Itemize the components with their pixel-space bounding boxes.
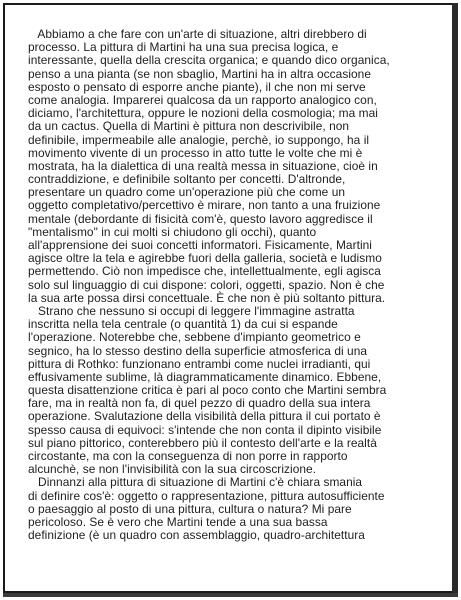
text-line: Strano che nessuno si occupi di leggere l'immagine astratta <box>28 303 355 318</box>
body-text <box>28 28 438 542</box>
text-line: penso a una pianta (se non sbaglio, Martini ha in altra occasione <box>28 66 372 81</box>
text-line: solo sul linguaggio di cui dispone: colori, oggetti, spazio. Non è che <box>28 277 385 292</box>
text-line: movimento vivente di un processo in atto tutte le volte che mi è <box>28 145 363 160</box>
text-line: circostante, ma con la conseguenza di non porre in rapporto <box>28 449 348 463</box>
text-line: diciamo, l'architettura, oppure le nozioni della cosmologia; ma mai <box>28 106 378 121</box>
text-line: da un cactus. Quella di Martini è pittura non descrivibile, non <box>28 119 350 134</box>
text-line: "mentalismo" in cui molti si chiudono gli occhi), quanto <box>28 224 317 239</box>
page-bottom-shadow <box>3 593 458 597</box>
text-line: oggetto completativo/percettivo è mirare, non tanto a una fruizione <box>28 198 381 213</box>
text-line: mostrata, ha la dialettica di una realtà messa in situazione, cioè in <box>28 158 378 173</box>
text-line: l'operazione. Noterebbe che, sebbene d'impianto geometrico e <box>28 330 361 345</box>
text-line: interessante, quella della crescita organica; e quando dico organica, <box>28 53 390 68</box>
text-line: fare, ma in realtà non fa, di quel pezzo di quadro della sua intera <box>28 396 371 411</box>
text-line: pittura di Rothko: funzionano entrambi come nuclei irradianti, qui <box>28 356 371 371</box>
text-line: di definire cos'è: oggetto o rappresentazione, pittura autosufficiente <box>28 488 385 503</box>
text-line: agisce oltre la tela e agirebbe fuori della galleria, società e ludismo <box>28 251 382 266</box>
text-line: alcunchè, se non l'invisibilità con la sua circoscrizione. <box>28 462 317 477</box>
text-line: come analogia. Imparerei qualcosa da un rapporto analogico con, <box>28 92 377 107</box>
text-line: mentale (debordante di fisicità com'è, questo lavoro aggredisce il <box>28 211 373 226</box>
text-line: Abbiamo a che fare con un'arte di situazione, altri direbbero di <box>28 27 367 41</box>
text-line: questa disattenzione critica è pari al poco conto che Martini sembra <box>28 383 387 398</box>
text-line: spesso causa di equivoci: s'intende che non conta il dipinto visibile <box>28 422 382 437</box>
text-line: segnico, ha lo stesso destino della superficie atmosferica di una <box>28 343 368 358</box>
text-line: inscritta nella tela centrale (o quantità 1) da cui si espande <box>28 317 338 332</box>
text-line: all'apprensione dei suoi concetti informatori. Fisicamente, Martini <box>28 238 372 252</box>
text-line: presentare un quadro come un'operazione più che come un <box>28 185 346 200</box>
text-line: o paesaggio al posto di una pittura, cultura o natura? Mi pare <box>28 501 352 516</box>
text-line: operazione. Svalutazione della visibilità della pittura il cui portato è <box>28 409 381 424</box>
text-line: definizione (è un quadro con assemblaggio, quadro-architettura <box>28 528 365 543</box>
text-line: definibile, impermeabile alle analogie, perchè, io suppongo, ha il <box>28 132 370 147</box>
text-line: permettendo. Ciò non impedisce che, intellettualmente, egli agisca <box>28 264 381 279</box>
text-line: contraddizione, e definibile soltanto per concetti. D'altronde, <box>28 172 346 187</box>
text-line: sul piano pittorico, conterebbero più il contesto dell'arte e la realtà <box>28 435 377 450</box>
page-edge-shadow <box>452 3 458 593</box>
text-line: la sua arte possa dirsi concettuale. È che non è più soltanto pittura. <box>28 290 386 305</box>
text-line: processo. La pittura di Martini ha una sua precisa logica, e <box>28 40 339 55</box>
text-line: pericoloso. Se è vero che Martini tende a una sua bassa <box>28 514 328 529</box>
text-line: Dinnanzi alla pittura di situazione di Martini c'è chiara smania <box>28 475 363 490</box>
text-line: esposto o pensato di esporre anche piante), il che non mi serve <box>28 79 366 94</box>
text-line: effusivamente sublime, là diagrammaticamente dinamico. Ebbene, <box>28 369 382 384</box>
